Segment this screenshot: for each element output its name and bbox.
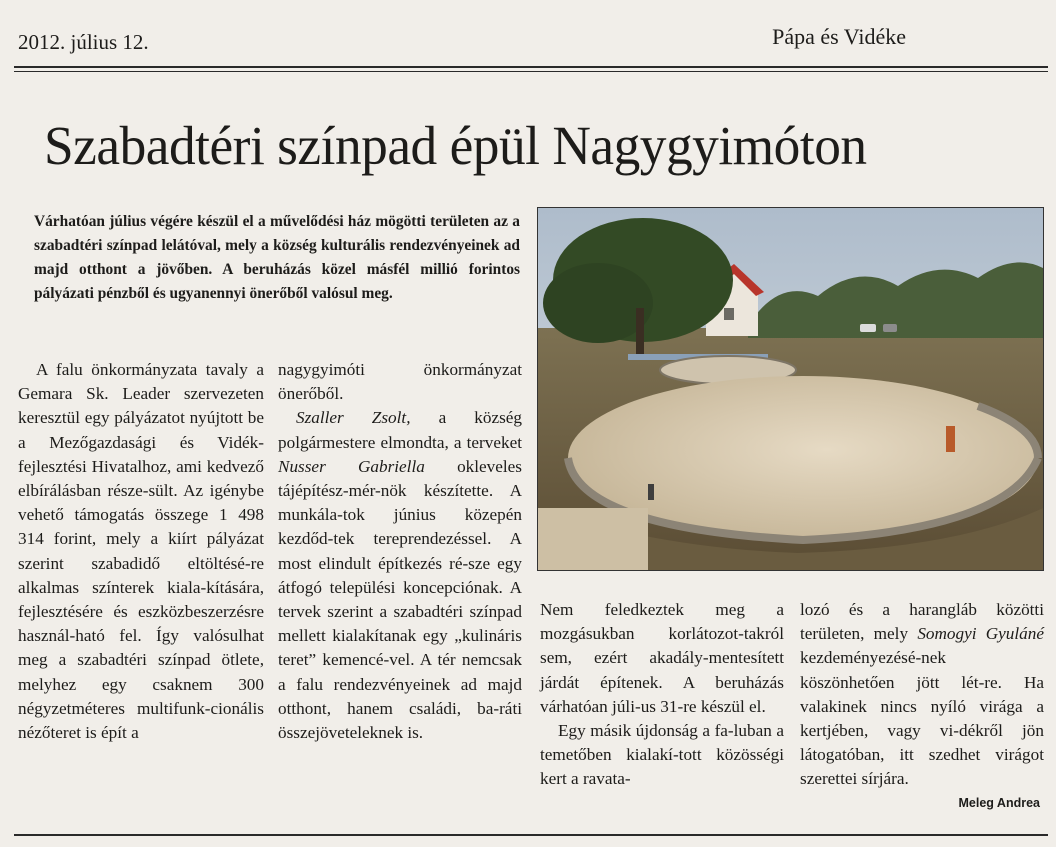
column-1-text: A falu önkormányzata tavaly a Gemara Sk. Leader szervezeten keresztül egy pályázatot nyújtott be a Mezőgazdasági és Vidék-fejlesztési Hivatalhoz, ami kedvező elbírálásban része-sült. Az igénybe vehető támogatás összege 1 498 314 forint, mely a kiírt pályázat szerint szabadidő eltöltésé-re alkalmas színterek kiala-kítására, fejlesztésére és eszközbeszerzésre használ-ható fel. Így valósulhat meg a szabadtéri színpad ötlete, melyhez egy csaknem 300 négyzetméteres multifunk-cionális nézőteret is épít a: [18, 360, 264, 743]
article-photo: [537, 207, 1044, 571]
lead-paragraph: Várhatóan július végére készül el a művelődési ház mögötti területen az a szabadtéri színpad lelátóval, mely a község kulturális rendezvényeinek ad majd otthont a jövőben. A beruházás közel másfél millió forintos pályázati pénzből és ugyanennyi önerőből valósul meg.: [34, 213, 520, 302]
column-1: [18, 358, 264, 745]
column-2-paragraph-2: [278, 406, 522, 745]
construction-site-photo: [538, 208, 1043, 570]
person-name-mayor: Szaller Zsolt,: [296, 408, 411, 428]
column-2: [278, 358, 522, 745]
column-2-text-a: a község polgármestere elmondta, a terveket: [278, 408, 523, 452]
column-3: [540, 598, 784, 792]
author-byline: Meleg Andrea: [958, 796, 1040, 810]
bottom-rule: [14, 834, 1048, 836]
column-2-text-b: okleveles tájépítész-mér-nök készítette. A munkála-tok június közepén kezdőd-tek tereprendezéssel. A most elindult építkezés ré-sze egy átfogó települési koncepciónak. A tervek szerint a szabadtéri színpad mellett kialakítanak egy „kulináris teret” kemencé-vel. A tér nemcsak a falu rendezvényeinek ad majd otthont, hanem családi, ba-ráti összejöveteleknek is.: [278, 456, 522, 743]
column-4-text-a: lozó és a harangláb közötti területen, mely: [800, 600, 1044, 644]
column-3-paragraph-2: Egy másik újdonság a fa-luban a temetőben kialakí-tott közösségi kert a ravata-: [540, 721, 784, 789]
person-name-architect: Nusser Gabriella: [278, 456, 425, 476]
top-rule: [14, 66, 1048, 72]
publication-name: Pápa és Vidéke: [772, 24, 906, 49]
column-4: [800, 598, 1044, 792]
issue-date: 2012. július 12.: [18, 30, 149, 54]
article-headline: Szabadtéri színpad épül Nagygyimóton: [44, 115, 867, 176]
column-2-paragraph-1: nagygyimóti önkormányzat önerőből.: [278, 360, 522, 404]
column-3-paragraph-1: Nem feledkeztek meg a mozgásukban korlátozot-takról sem, ezért akadály-mentesített járdát építenek. A beruházás várhatóan júli-us 31-re készül el.: [540, 600, 784, 716]
person-name-initiator: Somogyi Gyuláné: [917, 624, 1044, 644]
column-4-text-b: kezdeményezésé-nek köszönhetően jött lét-re. Ha valakinek nincs nyíló virága a kertjében, vagy vi-dékről jön látogatóban, itt szedhet virágot szerettei sírjára.: [800, 648, 1044, 789]
column-4-text: [800, 598, 1044, 792]
